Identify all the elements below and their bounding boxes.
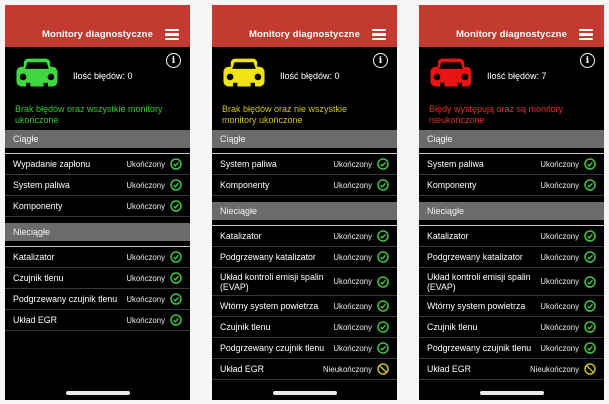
monitor-name: Układ EGR xyxy=(13,315,57,325)
monitor-row xyxy=(419,175,604,196)
section-header-continuous: Ciągłe xyxy=(212,130,397,148)
monitor-status: Nieukończony xyxy=(530,364,579,374)
car-status-icon xyxy=(429,57,473,94)
monitor-list-non-continuous xyxy=(212,225,397,380)
app-bar xyxy=(212,5,397,47)
summary-panel xyxy=(419,47,604,124)
phone-screen-errors xyxy=(419,5,604,400)
monitor-status: Ukończony xyxy=(540,252,579,262)
not-completed-icon xyxy=(584,363,596,375)
monitor-row xyxy=(419,268,604,296)
monitor-list-continuous xyxy=(212,153,397,196)
car-status-row xyxy=(429,55,594,95)
completed-icon xyxy=(584,321,596,333)
monitor-name: Komponenty xyxy=(13,201,63,211)
monitor-row xyxy=(212,175,397,196)
monitor-row xyxy=(212,338,397,359)
monitor-name: Katalizator xyxy=(13,252,55,262)
monitor-status: Ukończony xyxy=(333,231,372,241)
monitor-status: Ukończony xyxy=(126,201,165,211)
section-header-non-continuous: Nieciągłe xyxy=(5,223,190,241)
car-status-row xyxy=(15,55,180,95)
app-bar xyxy=(419,5,604,47)
monitor-status: Ukończony xyxy=(540,322,579,332)
monitor-list-continuous xyxy=(419,153,604,196)
monitor-status: Ukończony xyxy=(126,294,165,304)
info-icon[interactable]: i xyxy=(166,53,181,68)
monitor-name: Katalizator xyxy=(220,231,262,241)
monitor-name: System paliwa xyxy=(13,180,70,190)
monitor-row xyxy=(419,338,604,359)
monitor-row xyxy=(5,247,190,268)
monitor-row xyxy=(5,268,190,289)
monitor-status: Ukończony xyxy=(540,159,579,169)
monitor-name: Układ EGR xyxy=(427,364,471,374)
monitor-name: Wypadanie zapłonu xyxy=(13,159,91,169)
monitor-row xyxy=(212,247,397,268)
app-title: Monitory diagnostyczne xyxy=(456,29,567,40)
summary-panel xyxy=(5,47,190,124)
monitor-list-non-continuous xyxy=(5,246,190,331)
hamburger-menu-icon[interactable] xyxy=(165,29,179,40)
monitor-row xyxy=(5,310,190,331)
monitor-status: Ukończony xyxy=(540,180,579,190)
monitor-name: Podgrzewany czujnik tlenu xyxy=(220,343,325,353)
monitor-status: Ukończony xyxy=(126,159,165,169)
monitor-status: Ukończony xyxy=(126,273,165,283)
monitor-status: Ukończony xyxy=(333,322,372,332)
monitor-row xyxy=(5,289,190,310)
info-icon[interactable]: i xyxy=(580,53,595,68)
app-title: Monitory diagnostyczne xyxy=(42,29,153,40)
monitor-row xyxy=(5,196,190,217)
monitor-name: Czujnik tlenu xyxy=(427,322,478,332)
monitor-list-non-continuous xyxy=(419,225,604,380)
monitor-row xyxy=(419,296,604,317)
not-completed-icon xyxy=(377,363,389,375)
completed-icon xyxy=(584,251,596,263)
monitor-name: Wtórny system powietrza xyxy=(220,301,319,311)
monitor-row xyxy=(5,175,190,196)
monitor-status: Ukończony xyxy=(126,315,165,325)
section-header-continuous: Ciągłe xyxy=(419,130,604,148)
completed-icon xyxy=(170,293,182,305)
completed-icon xyxy=(584,342,596,354)
monitor-name: System paliwa xyxy=(427,159,484,169)
car-status-icon xyxy=(222,57,266,94)
monitor-name: Podgrzewany katalizator xyxy=(220,252,316,262)
monitor-status: Ukończony xyxy=(540,277,579,286)
completed-icon xyxy=(377,300,389,312)
hamburger-menu-icon[interactable] xyxy=(579,29,593,40)
monitor-status: Ukończony xyxy=(540,231,579,241)
completed-icon xyxy=(584,276,596,288)
section-header-non-continuous: Nieciągłe xyxy=(212,202,397,220)
monitor-row xyxy=(419,154,604,175)
monitor-list-continuous xyxy=(5,153,190,217)
monitor-name: Czujnik tlenu xyxy=(220,322,271,332)
app-bar xyxy=(5,5,190,47)
monitor-status: Ukończony xyxy=(126,252,165,262)
completed-icon xyxy=(170,158,182,170)
status-message: Błędy występują oraz są monitory nieukończone xyxy=(429,104,564,125)
completed-icon xyxy=(584,300,596,312)
monitor-row xyxy=(419,359,604,380)
completed-icon xyxy=(170,179,182,191)
car-status-icon xyxy=(15,57,59,94)
monitor-row xyxy=(212,226,397,247)
car-status-row xyxy=(222,55,387,95)
completed-icon xyxy=(170,251,182,263)
completed-icon xyxy=(377,321,389,333)
monitor-name: Komponenty xyxy=(427,180,477,190)
monitor-row xyxy=(419,317,604,338)
home-indicator[interactable] xyxy=(480,391,544,396)
monitor-row xyxy=(419,247,604,268)
monitor-name: Układ kontroli emisji spalin (EVAP) xyxy=(427,271,531,292)
monitor-name: Układ EGR xyxy=(220,364,264,374)
completed-icon xyxy=(377,158,389,170)
monitor-status: Ukończony xyxy=(540,301,579,311)
app-title: Monitory diagnostyczne xyxy=(249,29,360,40)
monitor-status: Ukończony xyxy=(333,252,372,262)
monitor-row xyxy=(212,317,397,338)
monitor-name: Czujnik tlenu xyxy=(13,273,64,283)
phone-screen-not-all-complete xyxy=(212,5,397,400)
status-message: Brak błędów oraz wszystkie monitory ukończone xyxy=(15,104,163,125)
completed-icon xyxy=(377,230,389,242)
phone-screen-all-complete xyxy=(5,5,190,400)
summary-panel xyxy=(212,47,397,124)
completed-icon xyxy=(377,276,389,288)
monitor-name: Podgrzewany czujnik tlenu xyxy=(427,343,532,353)
monitor-name: Podgrzewany katalizator xyxy=(427,252,523,262)
monitor-row xyxy=(212,268,397,296)
monitor-row xyxy=(419,226,604,247)
monitor-status: Ukończony xyxy=(540,343,579,353)
error-count: Ilość błędów: 0 xyxy=(73,71,133,81)
completed-icon xyxy=(584,230,596,242)
section-header-continuous: Ciągłe xyxy=(5,130,190,148)
completed-icon xyxy=(377,342,389,354)
home-indicator[interactable] xyxy=(66,391,130,396)
monitor-status: Nieukończony xyxy=(323,364,372,374)
monitor-row xyxy=(5,154,190,175)
monitor-name: Katalizator xyxy=(427,231,469,241)
hamburger-menu-icon[interactable] xyxy=(372,29,386,40)
monitor-status: Ukończony xyxy=(333,343,372,353)
monitor-status: Ukończony xyxy=(333,277,372,286)
completed-icon xyxy=(584,158,596,170)
monitor-status: Ukończony xyxy=(333,159,372,169)
info-icon[interactable]: i xyxy=(373,53,388,68)
section-header-non-continuous: Nieciągłe xyxy=(419,202,604,220)
monitor-name: Podgrzewany czujnik tlenu xyxy=(13,294,118,304)
status-message: Brak błędów oraz nie wszystkie monitory ukończone xyxy=(222,104,348,125)
error-count: Ilość błędów: 0 xyxy=(280,71,340,81)
monitor-name: Komponenty xyxy=(220,180,270,190)
monitor-status: Ukończony xyxy=(333,180,372,190)
error-count: Ilość błędów: 7 xyxy=(487,71,547,81)
monitor-name: System paliwa xyxy=(220,159,277,169)
monitor-row xyxy=(212,359,397,380)
monitor-name: Układ kontroli emisji spalin (EVAP) xyxy=(220,271,324,292)
completed-icon xyxy=(584,179,596,191)
monitor-status: Ukończony xyxy=(126,180,165,190)
completed-icon xyxy=(170,200,182,212)
completed-icon xyxy=(377,251,389,263)
monitor-row xyxy=(212,296,397,317)
completed-icon xyxy=(170,272,182,284)
monitor-status: Ukończony xyxy=(333,301,372,311)
home-indicator[interactable] xyxy=(273,391,337,396)
monitor-name: Wtórny system powietrza xyxy=(427,301,526,311)
monitor-row xyxy=(212,154,397,175)
completed-icon xyxy=(377,179,389,191)
completed-icon xyxy=(170,314,182,326)
